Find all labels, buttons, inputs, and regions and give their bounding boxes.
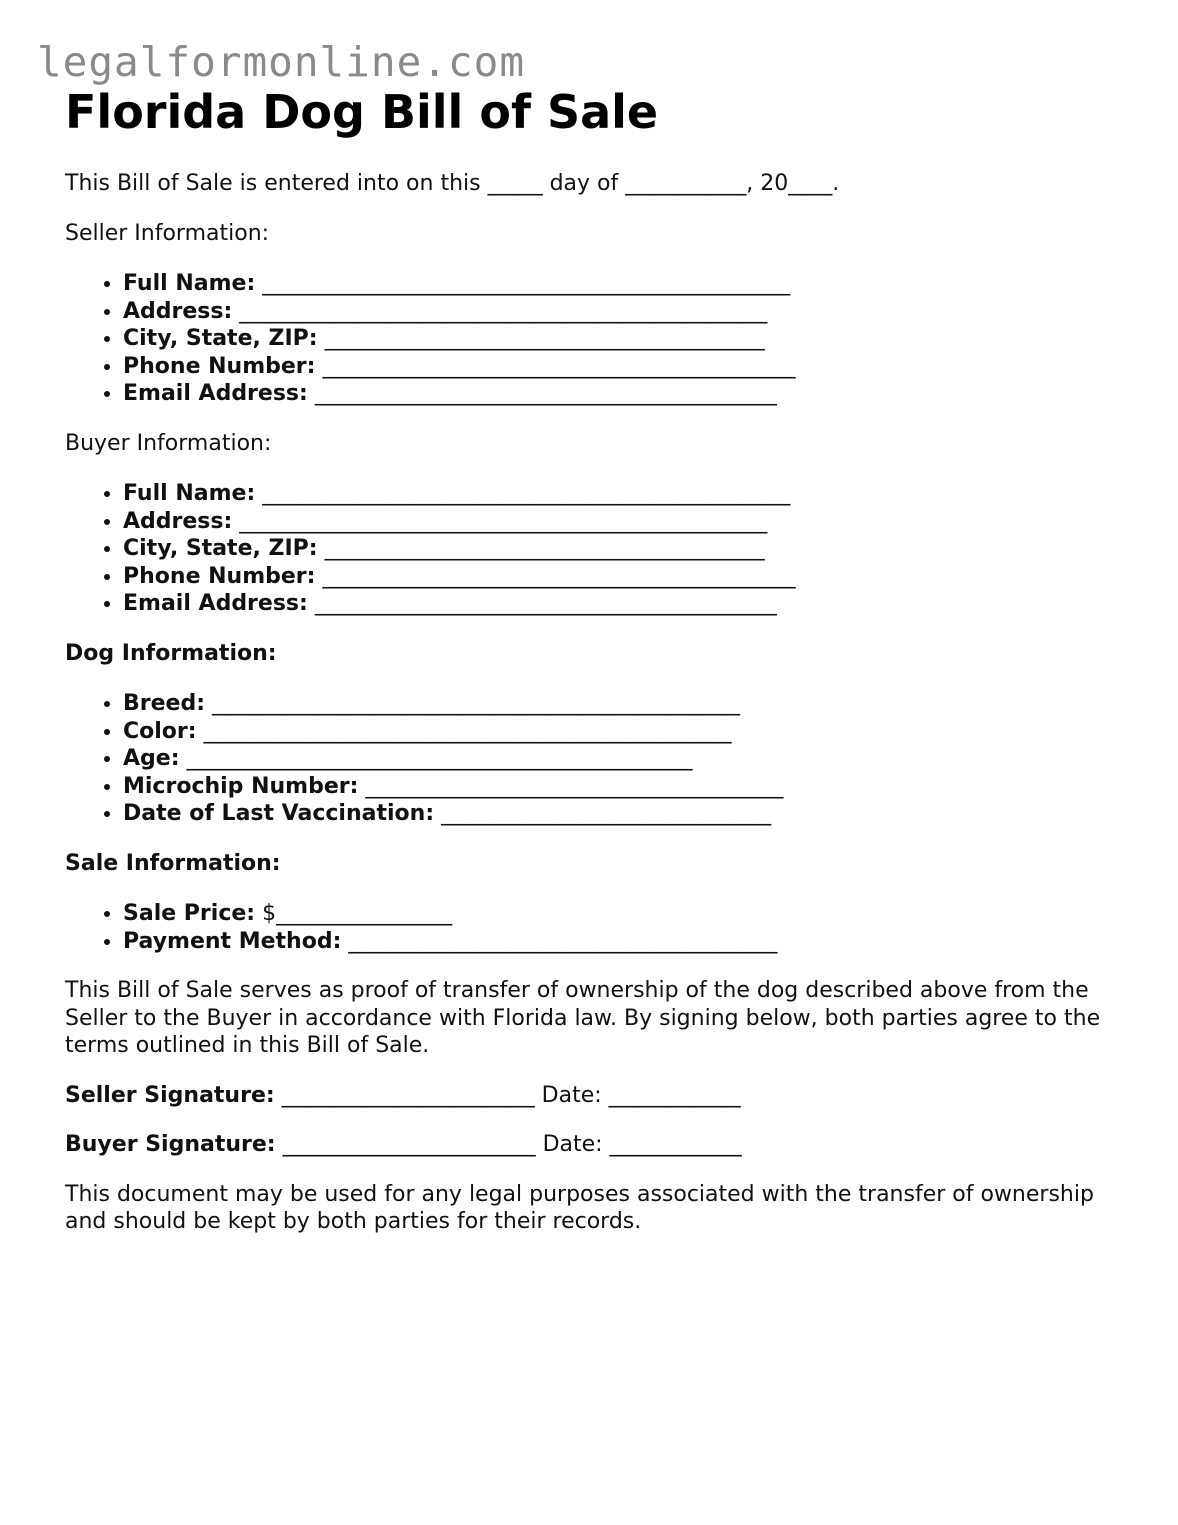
- field-blank: ________________________________________________: [255, 481, 791, 506]
- field-label: Breed:: [123, 691, 206, 716]
- field-label: Age:: [123, 746, 180, 771]
- field-blank: __________________________________________: [307, 381, 777, 406]
- field-blank: _______________________________________: [341, 928, 778, 954]
- field-label: Email Address:: [123, 591, 308, 616]
- field-blank: ___________________________________________: [315, 563, 796, 589]
- field-blank: ______________________________: [434, 801, 772, 826]
- field-blank: ________________________________________: [317, 326, 765, 351]
- buyer-heading: Buyer Information:: [65, 430, 272, 456]
- seller-fields: [65, 270, 1125, 408]
- dog-heading: Dog Information:: [65, 640, 277, 666]
- list-item: [123, 535, 1125, 563]
- field-blank: ___________________________________________: [315, 353, 796, 379]
- field-label: Email Address:: [123, 381, 308, 406]
- dog-fields: [65, 690, 1125, 828]
- buyer-fields: [65, 480, 1125, 618]
- field-blank: ________________________________________________: [205, 691, 741, 716]
- list-item: [123, 718, 1125, 746]
- document-body: [65, 84, 1125, 1236]
- field-blank: ________________________________________________: [232, 508, 768, 534]
- buyer-signature-label: Buyer Signature:: [65, 1132, 276, 1157]
- transfer-statement: This Bill of Sale serves as proof of transfer of ownership of the dog described above from the Seller to the Buyer in accordance with Florida law. By signing below, both parties agree to the terms outlined in this Bill of Sale.: [65, 978, 1101, 1058]
- sale-heading: Sale Information:: [65, 850, 281, 876]
- field-label: Color:: [123, 718, 197, 744]
- footer-note: This document may be used for any legal purposes associated with the transfer of ownership and should be kept by both parties for their records.: [65, 1181, 1094, 1234]
- list-item: [123, 325, 1125, 353]
- list-item: [123, 928, 1125, 956]
- field-label: City, State, ZIP:: [123, 326, 318, 351]
- list-item: [123, 690, 1125, 718]
- seller-heading: Seller Information:: [65, 220, 270, 246]
- field-label: Microchip Number:: [123, 773, 359, 799]
- field-blank: ______________________________________________: [179, 746, 693, 771]
- field-label: Date of Last Vaccination:: [123, 801, 435, 826]
- list-item: [123, 508, 1125, 536]
- field-blank: ________________________________________________: [232, 298, 768, 324]
- page-title: Florida Dog Bill of Sale: [65, 85, 659, 139]
- list-item: [123, 590, 1125, 618]
- field-blank: ________________________________________________: [196, 718, 732, 744]
- field-blank: ________________________________________: [317, 536, 765, 561]
- sale-fields: [65, 900, 1125, 955]
- seller-signature-label: Seller Signature:: [65, 1082, 275, 1108]
- list-item: [123, 563, 1125, 591]
- seller-signature-line: [65, 1082, 1125, 1110]
- field-label: Full Name:: [123, 271, 256, 296]
- field-blank: ________________________________________________: [255, 271, 791, 296]
- watermark: legalformonline.com: [37, 38, 525, 86]
- buyer-signature-line: [65, 1131, 1125, 1159]
- list-item: [123, 380, 1125, 408]
- field-blank: __________________________________________: [307, 591, 777, 616]
- field-label: Phone Number:: [123, 563, 316, 589]
- intro-date-line: This Bill of Sale is entered into on this _____ day of ___________, 20____.: [65, 171, 840, 196]
- list-item: [123, 773, 1125, 801]
- field-label: Sale Price:: [123, 901, 256, 926]
- list-item: [123, 900, 1125, 928]
- list-item: [123, 353, 1125, 381]
- list-item: [123, 745, 1125, 773]
- field-label: Full Name:: [123, 481, 256, 506]
- list-item: [123, 800, 1125, 828]
- field-label: Address:: [123, 298, 233, 324]
- field-blank: $________________: [255, 901, 453, 926]
- field-label: Address:: [123, 508, 233, 534]
- list-item: [123, 270, 1125, 298]
- list-item: [123, 298, 1125, 326]
- list-item: [123, 480, 1125, 508]
- field-blank: ______________________________________: [358, 773, 784, 799]
- buyer-signature-blank: _______________________ Date: ____________: [275, 1132, 742, 1157]
- field-label: Payment Method:: [123, 928, 342, 954]
- field-label: City, State, ZIP:: [123, 536, 318, 561]
- seller-signature-blank: _______________________ Date: ____________: [274, 1082, 741, 1108]
- field-label: Phone Number:: [123, 353, 316, 379]
